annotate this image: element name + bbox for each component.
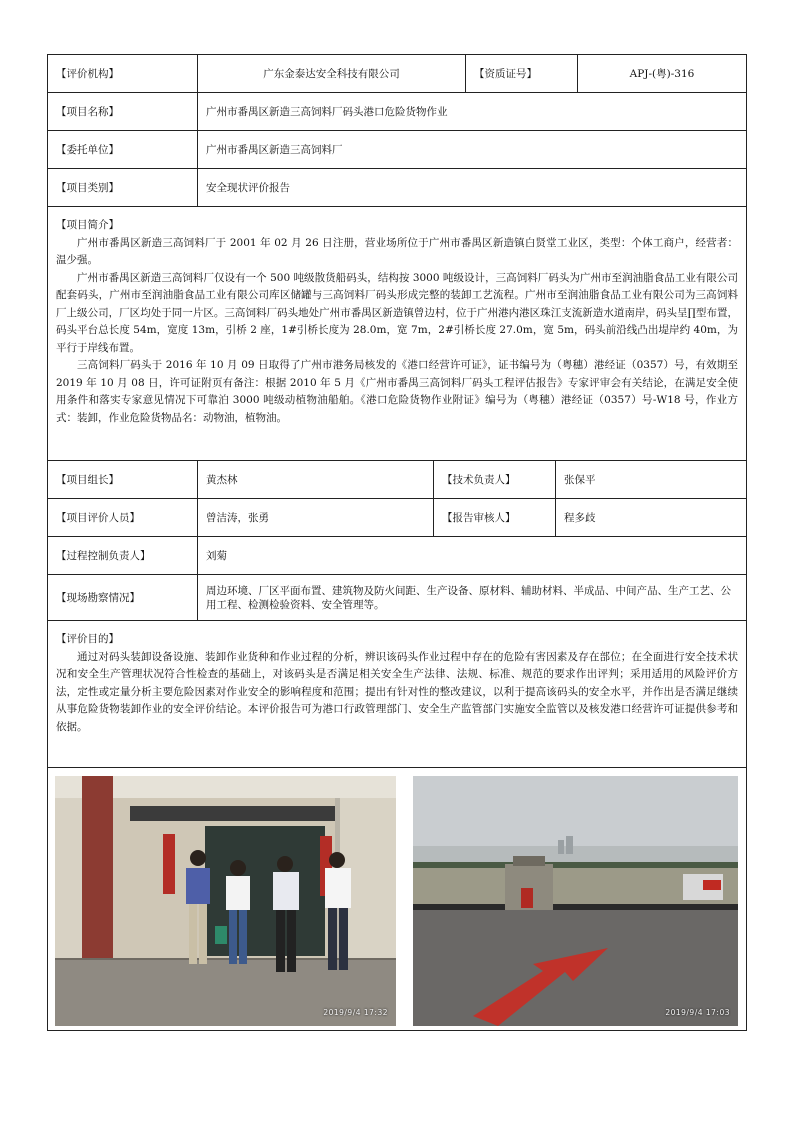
purpose-paragraph: 通过对码头装卸设备设施、装卸作业货种和作业过程的分析，辨识该码头作业过程中存在的危险有害因素及存在部位；在全面进行安全技术状况和安全生产管理状况符合性检查的基础上，对该码头是否满足相关安全生产法律、法规、标准、规范的要求作出评判；采用适用的风险评价方法，定性或定量分析主要危险因素对作业安全的影响程度和范围；提出有针对性的整改建议，以利于提高该码头的安全水平，并作出是否满足继续从事危险货物装卸作业的安全评价结论。本评价报告可为港口行政管理部门、安全生产监管部门实施安全监管以及核发港口经营许可证提供参考和依据。	[56, 650, 738, 733]
org-row	[48, 55, 747, 93]
team-photo-image	[55, 776, 396, 1026]
process-value: 刘菊	[198, 537, 747, 575]
photo1-timestamp: 2019/9/4 17:32	[323, 1008, 388, 1017]
client-row	[48, 131, 747, 169]
project-name-row	[48, 93, 747, 131]
photo2-timestamp: 2019/9/4 17:03	[665, 1008, 730, 1017]
client-value: 广州市番禺区新造三高饲料厂	[198, 131, 747, 169]
members-label: 【项目评价人员】	[48, 499, 198, 537]
survey-row	[48, 575, 747, 621]
intro-heading: 【项目简介】	[56, 219, 119, 231]
project-type-row	[48, 169, 747, 207]
evaluation-info-sheet	[47, 54, 746, 1031]
wharf-photo	[413, 776, 738, 1026]
intro-row	[48, 207, 747, 461]
members-value: 曾洁涛，张勇	[198, 499, 434, 537]
leader-label: 【项目组长】	[48, 461, 198, 499]
reviewer-label: 【报告审核人】	[434, 499, 556, 537]
survey-label: 【现场勘察情况】	[48, 575, 198, 621]
org-label: 【评价机构】	[48, 55, 198, 93]
intro-paragraph-1: 广州市番禺区新造三高饲料厂于 2001 年 02 月 26 日注册，营业场所位于广州市番禺区新造镇白贤堂工业区，类型：个体工商户，经营者：温少强。	[56, 236, 738, 266]
purpose-heading: 【评价目的】	[56, 633, 119, 645]
project-name-value: 广州市番禺区新造三高饲料厂码头港口危险货物作业	[198, 93, 747, 131]
purpose-section	[48, 621, 747, 768]
leader-row	[48, 461, 747, 499]
project-type-value: 安全现状评价报告	[198, 169, 747, 207]
org-value: 广东金泰达安全科技有限公司	[198, 55, 466, 93]
leader-value: 黄杰林	[198, 461, 434, 499]
intro-paragraph-2: 广州市番禺区新造三高饲料厂仅设有一个 500 吨级散货船码头，结构按 3000 吨级设计，三高饲料厂码头为广州市至润油脂食品工业有限公司配套码头，广州市至润油脂食品工业有限公司库区储罐与三高饲料厂码头形成完整的装卸工艺流程。广州市至润油脂食品工业有限公司为三高饲料厂上级公司，厂区均处于同一片区。三高饲料厂码头地处广州市番禺区新造镇曾边村，位于广州港内港区珠江支流新造水道南岸，码头呈∏型布置，码头平台总长度 54m，宽度 13m，引桥 2 座，1#引桥长度为 28.0m，宽 7m，2#引桥长度 27.0m，宽 5m，码头前沿线凸出堤岸约 40m，为平行于岸线布置。	[56, 271, 738, 354]
project-type-label: 【项目类别】	[48, 169, 198, 207]
tech-value: 张保平	[556, 461, 747, 499]
process-label: 【过程控制负责人】	[48, 537, 198, 575]
tech-label: 【技术负责人】	[434, 461, 556, 499]
photos-row	[48, 768, 747, 1031]
intro-section	[48, 207, 747, 461]
photos-section	[48, 768, 747, 1031]
reviewer-value: 程多歧	[556, 499, 747, 537]
cert-value: APJ-(粤)-316	[578, 55, 747, 93]
process-row	[48, 537, 747, 575]
purpose-row	[48, 621, 747, 768]
client-label: 【委托单位】	[48, 131, 198, 169]
project-name-label: 【项目名称】	[48, 93, 198, 131]
team-table	[47, 460, 747, 1031]
site-visit-team-photo	[55, 776, 396, 1026]
info-table	[47, 54, 747, 461]
intro-paragraph-3: 三高饲料厂码头于 2016 年 10 月 09 日取得了广州市港务局核发的《港口经营许可证》，证书编号为（粤穗）港经证（0357）号，有效期至 2019 年 10 月 08 日，许可证附页有备注：根据 2010 年 5 月《广州市番禺三高饲料厂码头工程评估报告》专家评审会有关结论，在满足安全使用条件和落实专家意见情况下可靠泊 3000 吨级动植物油船舶。《港口危险货物作业附证》编号为（粤穗）港经证（0357）号-W18 号，作业方式：装卸，作业危险货物品名：动物油，植物油。	[56, 359, 738, 424]
wharf-photo-image	[413, 776, 738, 1026]
members-row	[48, 499, 747, 537]
survey-value: 周边环境、厂区平面布置、建筑物及防火间距、生产设备、原材料、辅助材料、半成品、中间产品、生产工艺、公用工程、检测检验资料、安全管理等。	[198, 575, 747, 621]
cert-label: 【资质证号】	[466, 55, 578, 93]
